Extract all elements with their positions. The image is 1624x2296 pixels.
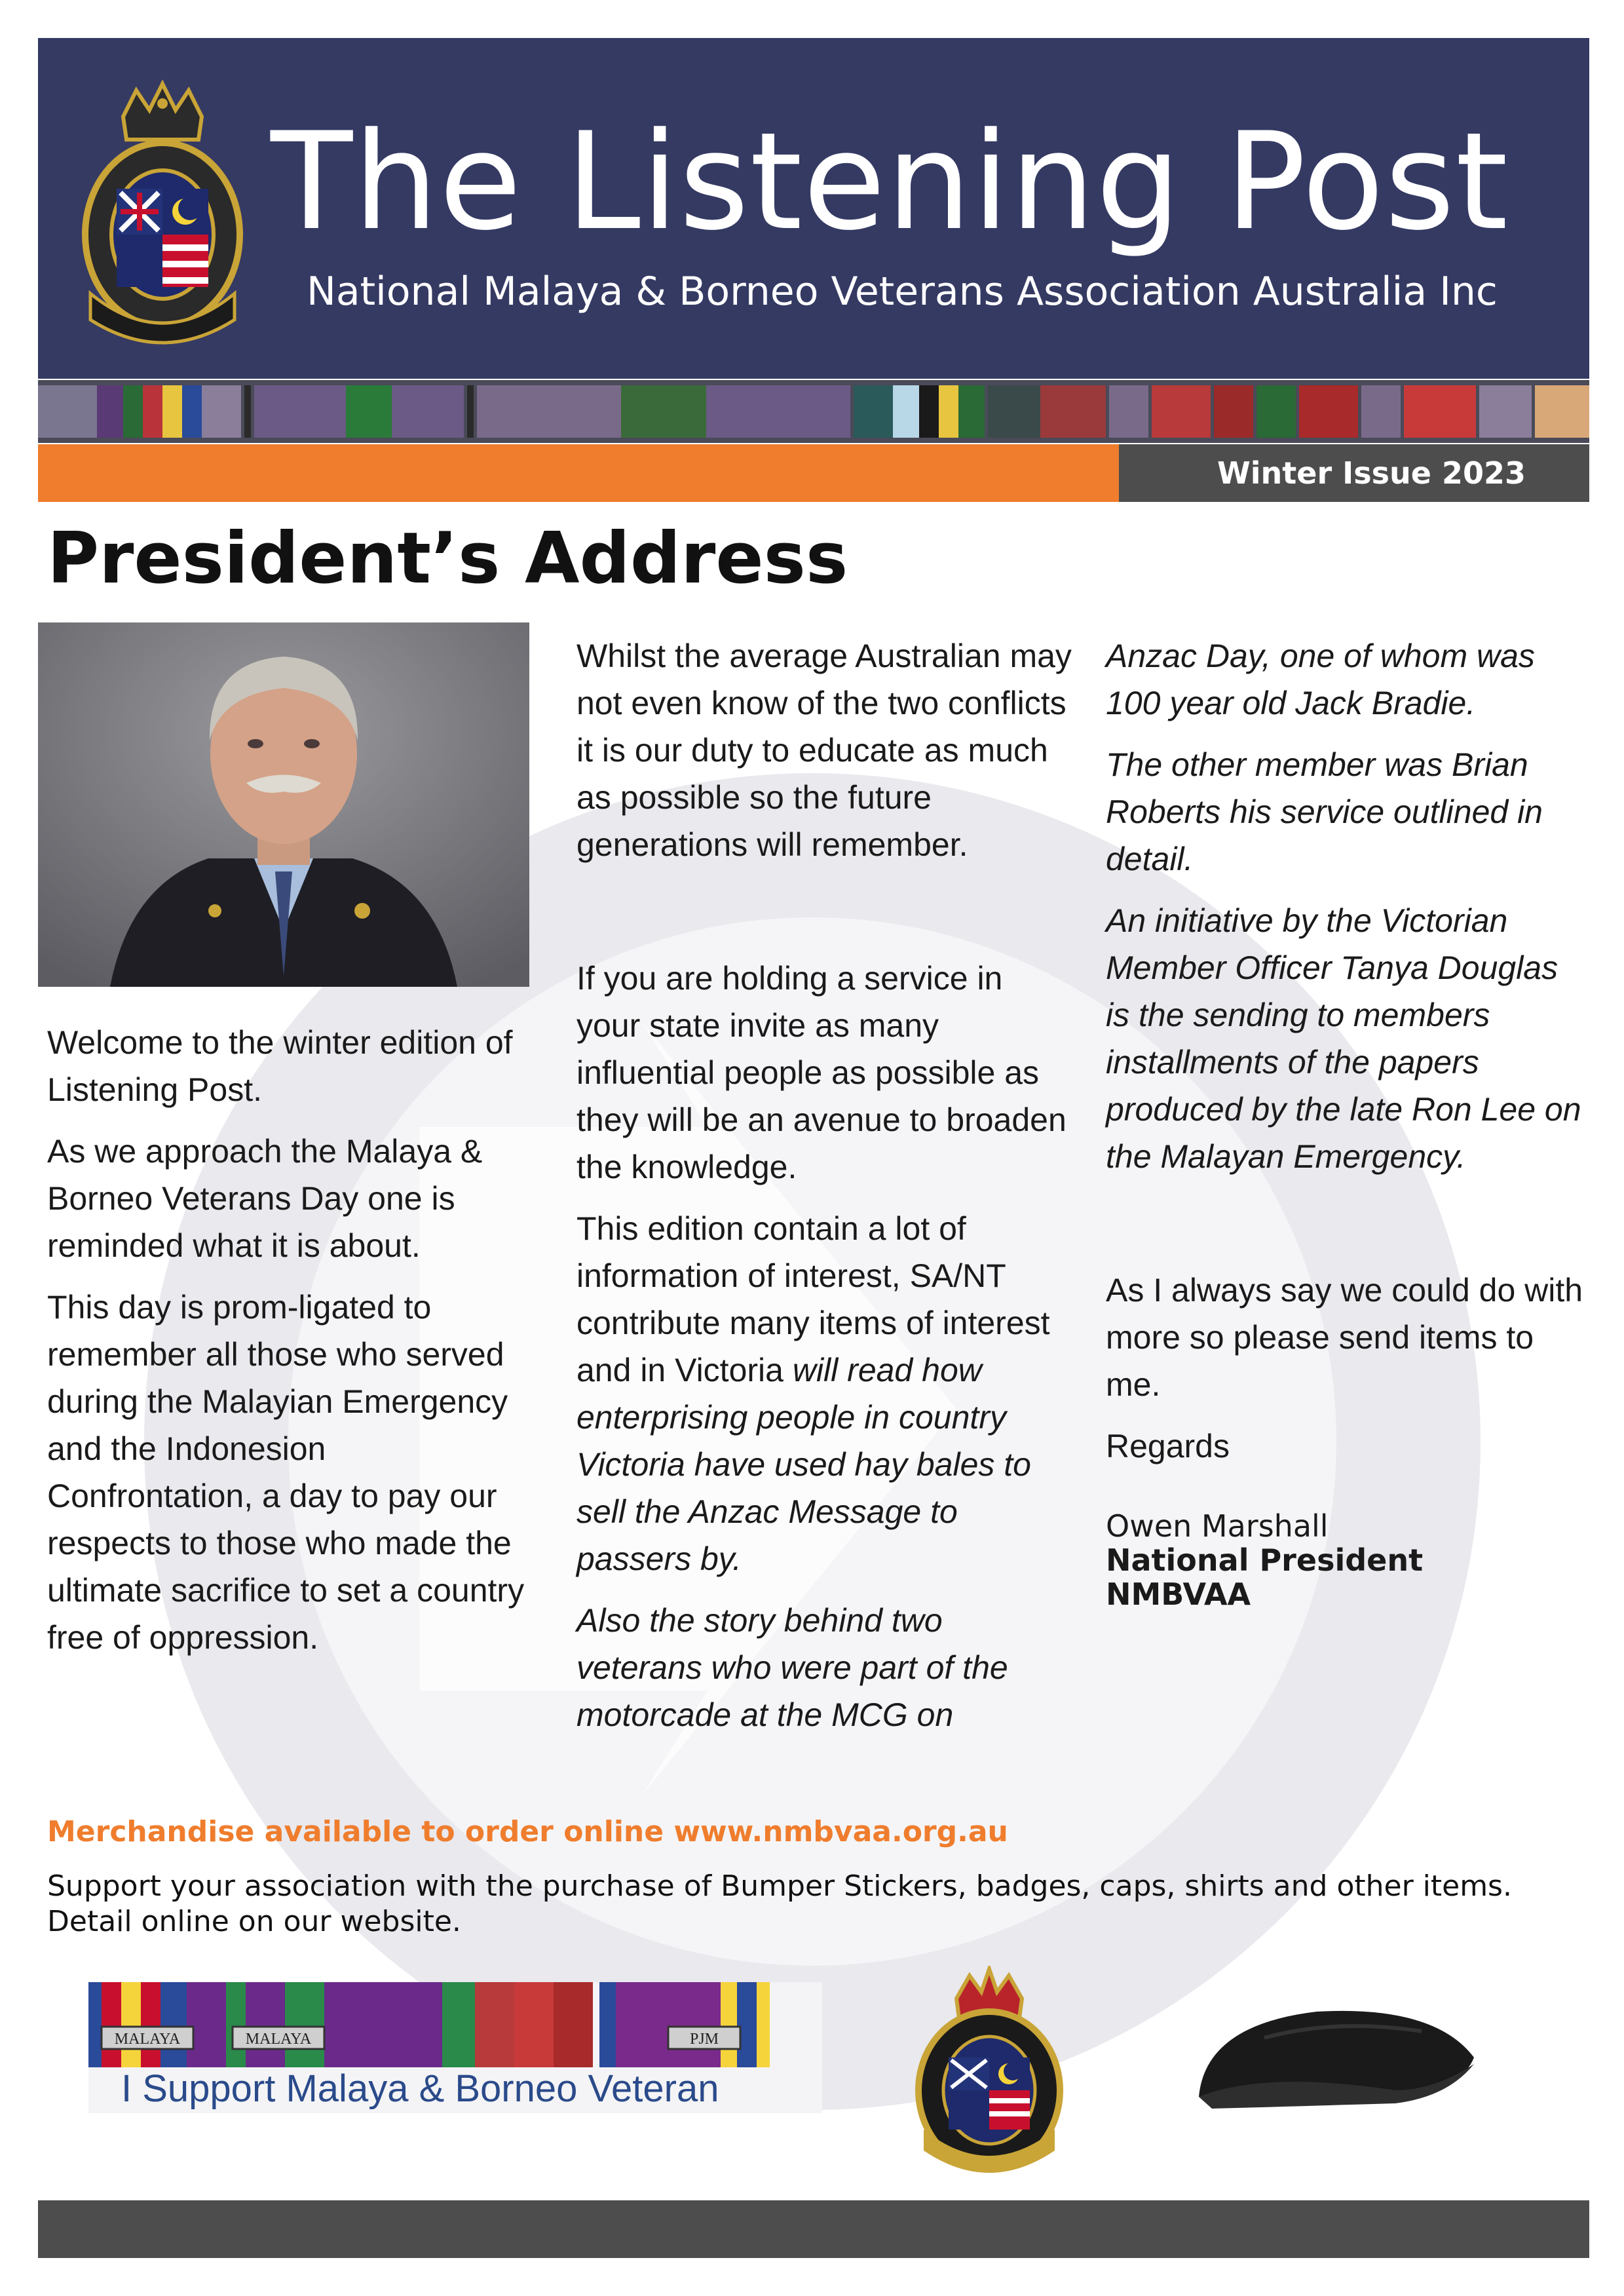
bumper-slogan: I Support Malaya & Borneo Veteran — [121, 2067, 719, 2110]
merchandise-text: Support your association with the purchase of Bumper Stickers, badges, caps, shirts and other items. Detail online on our website. — [47, 1869, 1512, 1938]
paragraph — [576, 1205, 1074, 1582]
newsletter-title: The Listening Post — [271, 104, 1509, 260]
medal-ribbon-strip — [38, 380, 1589, 443]
article-column-3 — [1106, 632, 1591, 1611]
paragraph-italic-text: An initiative by the Victorian Member Officer Tanya Douglas is the sending to members installments of the papers produced by the late Ron Lee on the Malayan Emergency. — [1106, 902, 1581, 1175]
beret-cap-image — [1186, 1999, 1487, 2110]
paragraph: Whilst the average Australian may not even know of the two conflicts it is our duty to educate as much as possible so the future generations will remember. — [576, 638, 1072, 863]
paragraph-italic-text: The other member was Brian Roberts his service outlined in detail. — [1106, 746, 1543, 877]
paragraph-italic-text: will read how enterprising people in country Victoria have used hay bales to sell the Anzac Message to passers by. — [576, 1352, 1031, 1577]
paragraph — [1106, 897, 1591, 1180]
signatory-name: Owen Marshall — [1106, 1508, 1329, 1544]
masthead — [38, 38, 1589, 379]
paragraph — [576, 1597, 1074, 1738]
signatory-role: National President — [1106, 1542, 1424, 1578]
issue-label: Winter Issue 2023 — [1119, 444, 1589, 502]
paragraph-italic-text: Also the story behind two veterans who were part of the motorcade at the MCG on — [576, 1602, 1008, 1733]
footer-bar — [38, 2200, 1589, 2258]
page-title: President’s Address — [47, 518, 848, 600]
merchandise-heading: Merchandise available to order online www.nmbvaa.org.au — [47, 1815, 1008, 1848]
paragraph-italic-text: Anzac Day, one of whom was 100 year old Jack Bradie. — [1106, 638, 1535, 721]
paragraph: As I always say we could do with more so please send items to me. — [1106, 1272, 1583, 1403]
paragraph: This day is prom-ligated to remember all those who served during the Malayian Emergency and the Indonesion Confrontation, a day to pay our respects to those who made the ultimate sacrifice to set a country free of oppression. — [47, 1289, 525, 1656]
bumper-sticker-image — [88, 1982, 822, 2113]
lapel-badge-image — [904, 1966, 1074, 2175]
orange-band — [38, 444, 1119, 502]
paragraph: Regards — [1106, 1428, 1230, 1464]
paragraph — [1106, 741, 1591, 883]
bumper-medal-label: MALAYA — [114, 2031, 181, 2048]
paragraph: Welcome to the winter edition of Listening Post. — [47, 1024, 513, 1108]
association-subtitle: National Malaya & Borneo Veterans Association Australia Inc — [307, 269, 1498, 315]
paragraph — [1106, 632, 1591, 727]
bumper-medal-label: PJM — [689, 2031, 719, 2048]
paragraph: If you are holding a service in your state invite as many influential people as possible as they will be an avenue to broaden the knowledge. — [576, 960, 1067, 1185]
president-photo — [38, 622, 529, 987]
article-column-1 — [47, 1019, 532, 1675]
paragraph-text: This edition contain a lot of information of interest, SA/NT contribute many items of interest and in Victoria — [576, 1210, 1050, 1388]
signatory-organisation: NMBVAA — [1106, 1577, 1251, 1612]
bumper-medal-label: MALAYA — [245, 2031, 312, 2048]
signature-block — [1106, 1509, 1591, 1611]
association-crest-icon — [77, 77, 248, 353]
article-column-2 — [576, 632, 1074, 1753]
paragraph: As we approach the Malaya & Borneo Veterans Day one is reminded what it is about. — [47, 1133, 483, 1264]
